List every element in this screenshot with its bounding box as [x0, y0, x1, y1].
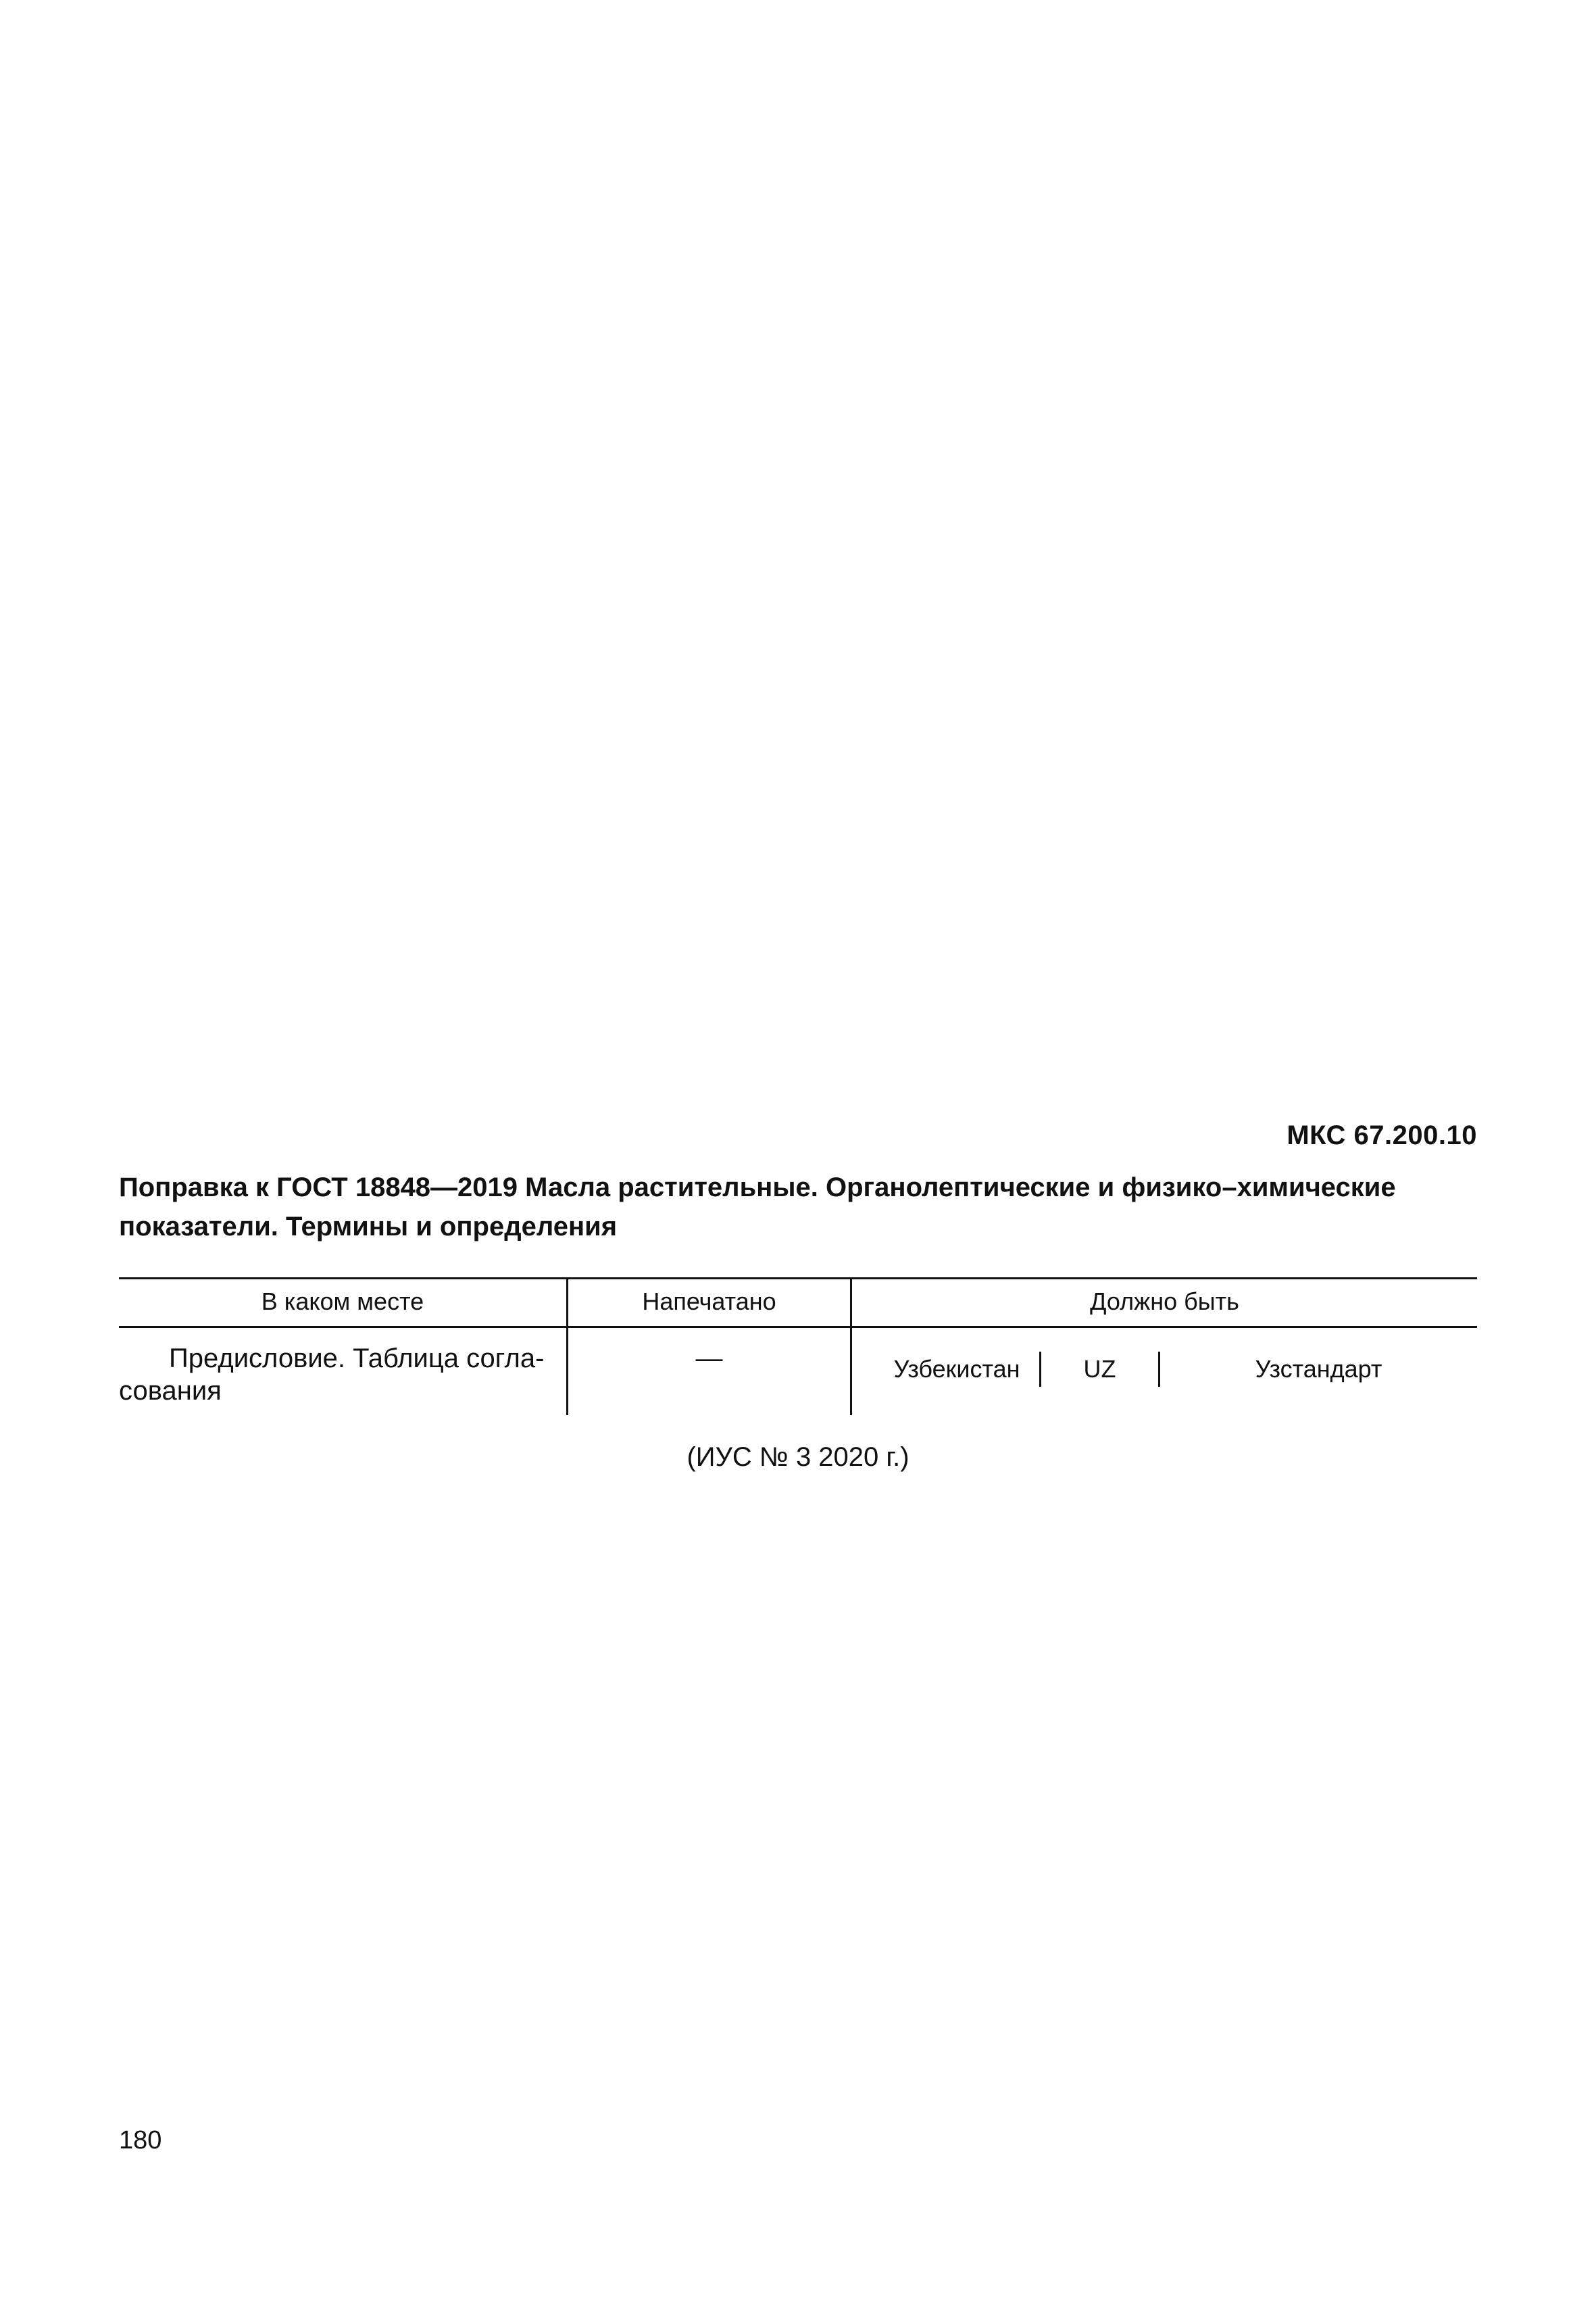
- header-place: В каком месте: [261, 1287, 424, 1315]
- table-header-rule: [119, 1326, 1477, 1328]
- row-should-be-code: UZ: [1083, 1355, 1116, 1383]
- page-number: 180: [119, 2126, 162, 2155]
- row-printed: —: [695, 1344, 723, 1373]
- header-should-be: Должно быть: [1090, 1287, 1239, 1315]
- table-top-rule: [119, 1277, 1477, 1279]
- corrections-table: [119, 1277, 1477, 1415]
- row-should-be-body: Узстандарт: [1255, 1355, 1382, 1383]
- issue-note: (ИУС № 3 2020 г.): [687, 1442, 909, 1472]
- row-place-line-1: Предисловие. Таблица согла-: [169, 1344, 545, 1373]
- row-should-be-country: Узбекистан: [893, 1355, 1020, 1383]
- header-printed: Напечатано: [642, 1287, 776, 1315]
- row-place-line-2: сования: [119, 1376, 222, 1406]
- document-title: [119, 1168, 1477, 1246]
- classification-code: МКС 67.200.10: [1287, 1121, 1477, 1150]
- title-line-1: Поправка к ГОСТ 18848—2019 Масла растительные. Органолептические и физико–химические: [119, 1173, 1396, 1202]
- title-line-2: показатели. Термины и определения: [119, 1212, 618, 1241]
